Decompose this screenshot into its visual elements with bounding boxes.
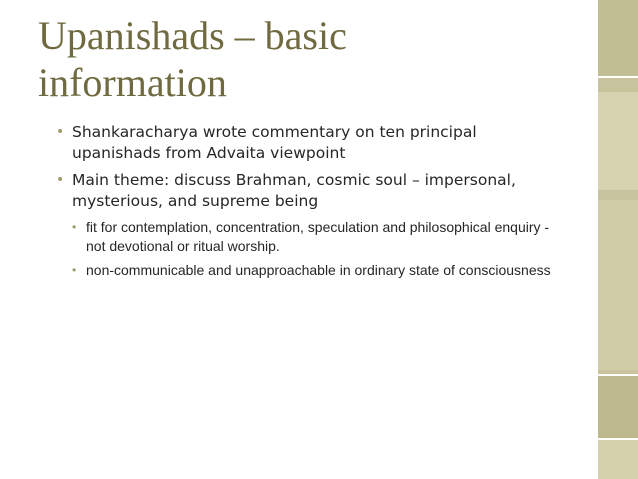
decorative-block xyxy=(598,200,638,370)
bullet-icon: • xyxy=(56,172,65,188)
title-line-2: information xyxy=(38,60,227,105)
decorative-divider xyxy=(598,438,638,440)
bullet-item xyxy=(54,170,554,212)
bullet-text: Main theme: discuss Brahman, cosmic soul – impersonal, mysterious, and supreme being xyxy=(72,171,516,210)
bullet-item xyxy=(54,122,554,164)
slide-title xyxy=(38,12,558,106)
decorative-block xyxy=(598,0,638,76)
bullet-icon: • xyxy=(72,220,77,234)
decorative-divider xyxy=(598,374,638,376)
sub-bullet-item xyxy=(72,261,554,280)
sub-bullet-text: non-communicable and unapproachable in ordinary state of consciousness xyxy=(86,262,551,278)
title-line-1: Upanishads – basic xyxy=(38,13,347,58)
bullet-text: Shankaracharya wrote commentary on ten principal upanishads from Advaita viewpoint xyxy=(72,123,477,162)
sub-bullet-text: fit for contemplation, concentration, speculation and philosophical enquiry - not devotional or ritual worship. xyxy=(86,219,550,254)
decorative-block xyxy=(598,376,638,438)
bullet-icon: • xyxy=(72,263,77,277)
decorative-block xyxy=(598,92,638,190)
decorative-divider xyxy=(598,76,638,78)
sub-bullet-item xyxy=(72,218,554,256)
slide-body xyxy=(54,122,554,285)
bullet-icon: • xyxy=(56,124,65,140)
decorative-block xyxy=(598,440,638,479)
